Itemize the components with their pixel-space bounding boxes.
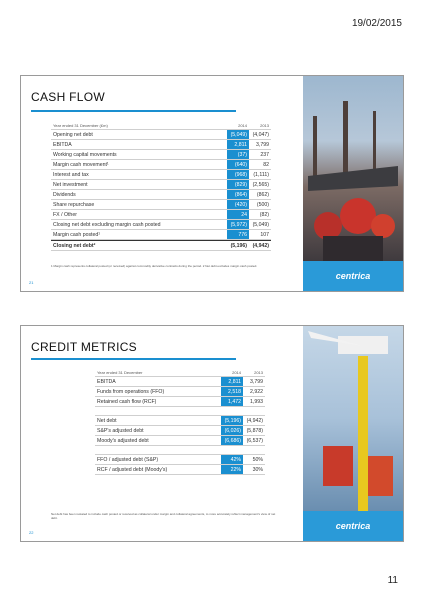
table-row	[51, 230, 271, 240]
table-row	[51, 130, 271, 140]
table-gap	[95, 407, 265, 416]
slide-cash-flow	[20, 75, 404, 292]
slide-title: CASH FLOW	[31, 90, 106, 104]
table-row	[51, 180, 271, 190]
value-2014: (6,026)	[221, 426, 243, 435]
row-label: Interest and tax	[53, 171, 89, 178]
value-2013: (2,565)	[252, 181, 269, 188]
credit-metrics-table	[95, 368, 265, 475]
row-label: Moody's adjusted debt	[97, 437, 149, 444]
value-2014: (420)	[227, 200, 249, 209]
table-row	[95, 377, 265, 387]
row-label: Funds from operations (FFO)	[97, 388, 165, 395]
value-2013: (82)	[259, 211, 269, 218]
value-2014: (968)	[227, 170, 249, 179]
value-2014: (5,972)	[227, 220, 249, 229]
value-2014: 24	[227, 210, 249, 219]
value-2014: (864)	[227, 190, 249, 199]
value-2014: 2,518	[221, 387, 243, 396]
row-label: Retained cash flow (RCF)	[97, 398, 157, 405]
value-2014: 42%	[221, 455, 243, 464]
value-2013: 82	[263, 161, 269, 168]
title-underline	[31, 358, 236, 360]
table-row	[51, 200, 271, 210]
row-label: Dividends	[53, 191, 76, 198]
table-row	[51, 150, 271, 160]
table-row	[51, 140, 271, 150]
row-label: Closing net debt excluding margin cash posted	[53, 221, 161, 228]
row-label: FX / Other	[53, 211, 77, 218]
value-2013: (862)	[256, 191, 269, 198]
value-2013: 107	[260, 231, 269, 238]
row-label: Net debt	[97, 417, 117, 424]
value-2013: 3,799	[250, 378, 263, 385]
table-gap	[95, 446, 265, 455]
centrica-logo: centrica	[335, 271, 371, 281]
value-2013: (4,942)	[246, 417, 263, 424]
value-2013: (4,047)	[252, 131, 269, 138]
table-row	[95, 416, 265, 426]
table-row	[95, 465, 265, 475]
table-row	[51, 170, 271, 180]
value-2014: 22%	[221, 465, 243, 474]
row-label: Share repurchase	[53, 201, 95, 208]
value-2014: 1,472	[221, 397, 243, 406]
row-label: EBITDA	[53, 141, 72, 148]
row-label: RCF / adjusted debt (Moody's)	[97, 466, 168, 473]
value-2013: 3,799	[256, 141, 269, 148]
row-label: Net investment	[53, 181, 88, 188]
value-2014: 2,811	[227, 140, 249, 149]
table-row	[51, 190, 271, 200]
table-row	[51, 160, 271, 170]
slide-number: 22	[29, 530, 34, 535]
table-row	[95, 426, 265, 436]
value-2013: (6,537)	[246, 437, 263, 444]
value-2013: 30%	[252, 466, 263, 473]
value-2013: (500)	[256, 201, 269, 208]
value-2013: 2,922	[250, 388, 263, 395]
row-label: FFO / adjusted debt (S&P)	[97, 456, 159, 463]
table-header: Year ended 31 December (£m) 2014 2013	[51, 121, 271, 130]
footnote: 1 Margin cash represents collateral posted (or received) against commodity derivative contracts during the period. 2 Net debt excludes margin cash posted.	[51, 264, 258, 268]
table-row	[95, 455, 265, 465]
row-label: Margin cash movement¹	[53, 161, 109, 168]
value-2013: (5,878)	[246, 427, 263, 434]
value-2014: (37)	[227, 150, 249, 159]
table-row-total: Closing net debt² (5,196) (4,942)	[51, 240, 271, 251]
value-2013: 237	[260, 151, 269, 158]
value-2014: (6,686)	[221, 436, 243, 445]
value-2013: 1,993	[250, 398, 263, 405]
table-row	[51, 210, 271, 220]
slide-credit-metrics	[20, 325, 404, 542]
table-row	[95, 397, 265, 407]
row-label: Working capital movements	[53, 151, 117, 158]
table-row	[51, 220, 271, 230]
slide-number: 21	[29, 280, 34, 285]
row-label: S&P's adjusted debt	[97, 427, 144, 434]
brand-bar	[303, 511, 403, 541]
value-2014: (5,196)	[221, 416, 243, 425]
wind-turbine-photo	[303, 326, 403, 511]
slide-title: CREDIT METRICS	[31, 340, 137, 354]
table-row	[95, 436, 265, 446]
footnote: Net debt has been restated to include cash posted or received as collateral under margin and collateral agreements, to more accurately reflect management's view of net debt.	[51, 512, 276, 520]
row-label: Margin cash posted¹	[53, 231, 100, 238]
page-number: 11	[387, 575, 398, 586]
value-2014: (829)	[227, 180, 249, 189]
value-2014: (640)	[227, 160, 249, 169]
page-date: 19/02/2015	[351, 18, 402, 29]
value-2014: 776	[227, 230, 249, 239]
value-2013: 50%	[252, 456, 263, 463]
value-2014: 2,811	[221, 377, 243, 386]
title-underline	[31, 110, 236, 112]
value-2013: (1,111)	[253, 171, 269, 178]
row-label: Opening net debt	[53, 131, 93, 138]
table-header: Year ended 31 December 2014 2013	[95, 368, 265, 377]
brand-bar	[303, 261, 403, 291]
cash-flow-table	[51, 121, 271, 251]
offshore-platform-photo	[303, 76, 403, 261]
value-2013: (5,049)	[252, 221, 269, 228]
table-row	[95, 387, 265, 397]
row-label: EBITDA	[97, 378, 116, 385]
value-2014: (5,049)	[227, 130, 249, 139]
centrica-logo: centrica	[335, 521, 371, 531]
